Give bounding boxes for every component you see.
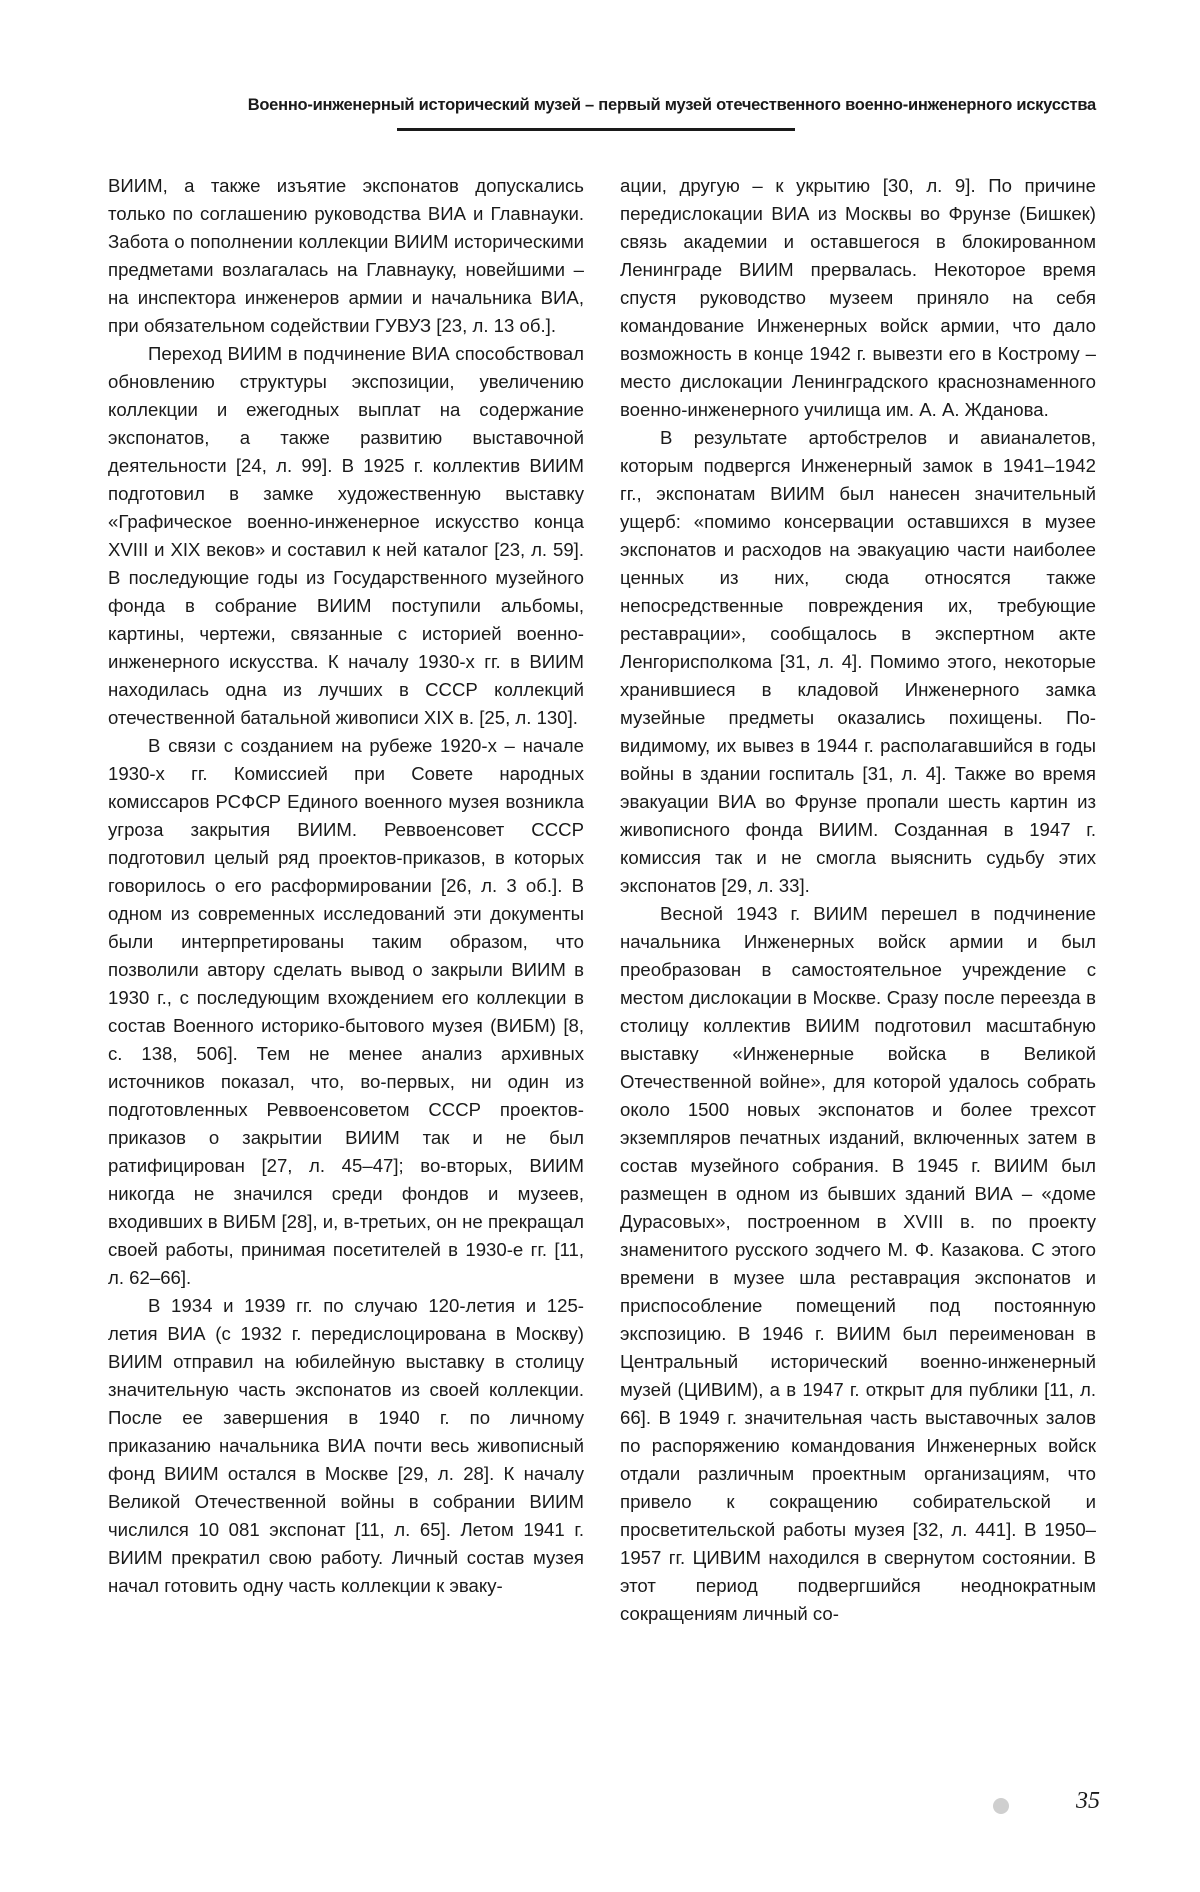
page-marker-dot	[993, 1798, 1009, 1814]
page-number: 35	[1076, 1788, 1100, 1814]
right-column	[620, 172, 1096, 1628]
paragraph: ации, другую – к укрытию [30, л. 9]. По причине передислокации ВИА из Москвы во Фрунзе (Бишкек) связь академии и оставшегося в блокированном Ленинграде ВИИМ прервалась. Некоторое время спустя руководство музеем приняло на себя командование Инженерных войск армии, что дало возможность в конце 1942 г. вывезти его в Кострому – место дислокации Ленинградского краснознаменного военно-инженерного училища им. А. А. Жданова.	[620, 175, 1096, 420]
paragraph: Весной 1943 г. ВИИМ перешел в подчинение начальника Инженерных войск армии и был преобразован в самостоятельное учреждение с местом дислокации в Москве. Сразу после переезда в столицу коллектив ВИИМ подготовил масштабную выставку «Инженерные войска в Великой Отечественной войне», для которой удалось собрать около 1500 новых экспонатов и более трехсот экземпляров печатных изданий, включенных затем в состав музейного собрания. В 1945 г. ВИИМ был размещен в одном из бывших зданий ВИА – «доме Дурасовых», построенном в XVIII в. по проекту знаменитого русского зодчего М. Ф. Казакова. С этого времени в музее шла реставрация экспонатов и приспособление помещений под постоянную экспозицию. В 1946 г. ВИИМ был переименован в Центральный исторический военно-инженерный музей (ЦИВИМ), а в 1947 г. открыт для публики [11, л. 66]. В 1949 г. значительная часть выставочных залов по распоряжению командования Инженерных войск отдали различным проектным организациям, что привело к сокращению собирательской и просветительской работы музея [32, л. 441]. В 1950–1957 гг. ЦИВИМ находился в свернутом состоянии. В этот период подвергшийся неоднократным сокращениям личный со-	[620, 903, 1096, 1624]
paragraph: В 1934 и 1939 гг. по случаю 120-летия и 125-летия ВИА (с 1932 г. передислоцирована в Москву) ВИИМ отправил на юбилейную выставку в столицу значительную часть экспонатов из своей коллекции. После ее завершения в 1940 г. по личному приказанию начальника ВИА почти весь живописный фонд ВИИМ остался в Москве [29, л. 28]. К началу Великой Отечественной войны в собрании ВИИМ числился 10 081 экспонат [11, л. 65]. Летом 1941 г. ВИИМ прекратил свою работу. Личный состав музея начал готовить одну часть коллекции к эваку-	[108, 1295, 584, 1596]
left-column	[108, 172, 584, 1600]
running-title: Военно-инженерный исторический музей – первый музей отечественного военно-инженерного искусства	[247, 96, 1096, 114]
paragraph: В результате артобстрелов и авианалетов, которым подвергся Инженерный замок в 1941–1942 гг., экспонатам ВИИМ был нанесен значительный ущерб: «помимо консервации оставшихся в музее экспонатов и расходов на эвакуацию части наиболее ценных из них, сюда относятся также непосредственные повреждения их, требующие реставрации», сообщалось в экспертном акте Ленгорисполкома [31, л. 4]. Помимо этого, некоторые хранившиеся в кладовой Инженерного замка музейные предметы оказались похищены. По-видимому, их вывез в 1944 г. располагавшийся в годы войны в здании госпиталь [31, л. 4]. Также во время эвакуации ВИА во Фрунзе пропали шесть картин из живописного фонда ВИИМ. Созданная в 1947 г. комиссия так и не смогла выяснить судьбу этих экспонатов [29, л. 33].	[620, 427, 1096, 896]
paragraph: ВИИМ, а также изъятие экспонатов допускались только по соглашению руководства ВИА и Главнауки. Забота о пополнении коллекции ВИИМ историческими предметами возлагалась на Главнауку, новейшими – на инспектора инженеров армии и начальника ВИА, при обязательном содействии ГУВУЗ [23, л. 13 об.].	[108, 175, 584, 336]
header-rule	[397, 128, 795, 131]
paragraph: В связи с созданием на рубеже 1920-х – начале 1930-х гг. Комиссией при Совете народных комиссаров РСФСР Единого военного музея возникла угроза закрытия ВИИМ. Реввоенсовет СССР подготовил целый ряд проектов-приказов, в которых говорилось о его расформировании [26, л. 3 об.]. В одном из современных исследований эти документы были интерпретированы таким образом, что позволили автору сделать вывод о закрыли ВИИМ в 1930 г., с последующим вхождением его коллекции в состав Военного историко-бытового музея (ВИБМ) [8, с. 138, 506]. Тем не менее анализ архивных источников показал, что, во-первых, ни один из подготовленных Реввоенсоветом СССР проектов-приказов о закрытии ВИИМ так и не был ратифицирован [27, л. 45–47]; во-вторых, ВИИМ никогда не значился среди фондов и музеев, входивших в ВИБМ [28], и, в-третьих, он не прекращал своей работы, принимая посетителей в 1930-е гг. [11, л. 62–66].	[108, 735, 584, 1288]
paragraph: Переход ВИИМ в подчинение ВИА способствовал обновлению структуры экспозиции, увеличению коллекции и ежегодных выплат на содержание экспонатов, а также развитию выставочной деятельности [24, л. 99]. В 1925 г. коллектив ВИИМ подготовил в замке художественную выставку «Графическое военно-инженерное искусство конца XVIII и XIX веков» и составил к ней каталог [23, л. 59]. В последующие годы из Государственного музейного фонда в собрание ВИИМ поступили альбомы, картины, чертежи, связанные с историей военно-инженерного искусства. К началу 1930-х гг. в ВИИМ находилась одна из лучших в СССР коллекций отечественной батальной живописи XIX в. [25, л. 130].	[108, 343, 584, 728]
